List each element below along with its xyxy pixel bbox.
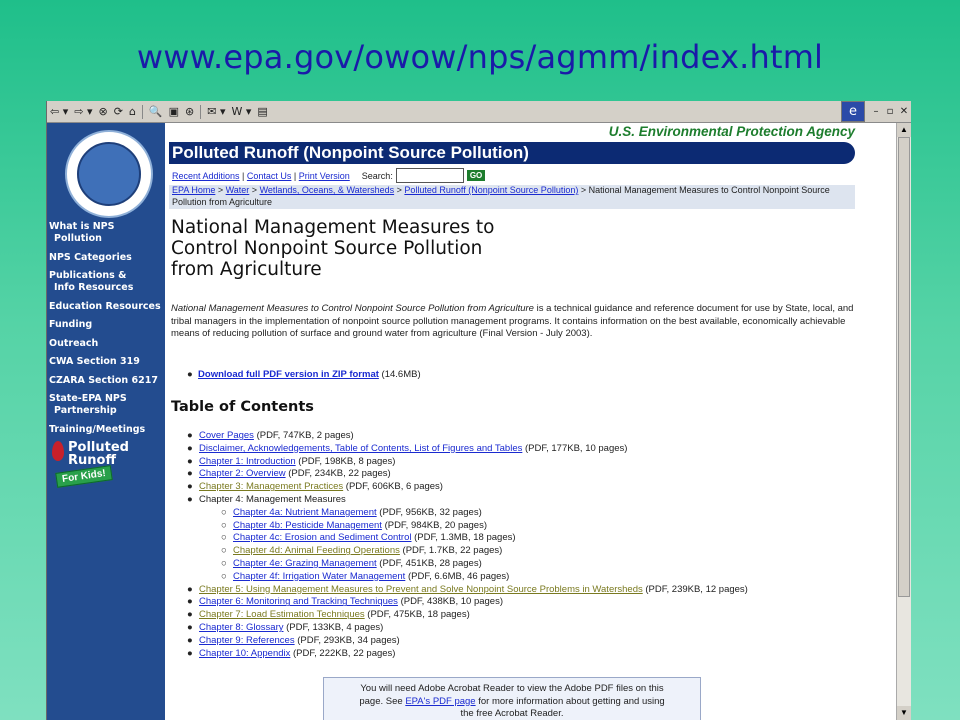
toc-link[interactable]: Chapter 2: Overview — [199, 468, 286, 480]
sidebar-item[interactable] — [49, 375, 165, 387]
browser-window — [46, 101, 911, 720]
search-label: Search: — [361, 170, 393, 181]
toc-file-meta: (PDF, 1.7KB, 22 pages) — [402, 545, 503, 557]
hollow-bullet-icon: ○ — [221, 570, 227, 582]
toc-file-meta: (PDF, 133KB, 4 pages) — [286, 621, 384, 633]
sidebar-item-label-cont: Info Resources — [54, 282, 134, 293]
toc-row — [187, 545, 867, 558]
toc-link[interactable]: Chapter 7: Load Estimation Techniques — [199, 609, 365, 621]
toc-row — [187, 456, 867, 469]
sidebar-item[interactable] — [49, 270, 165, 294]
epa-pdf-page-link[interactable]: EPA's PDF page — [405, 695, 476, 707]
toc-row — [187, 558, 867, 571]
sidebar-item-label: CZARA Section 6217 — [49, 374, 158, 386]
restore-icon[interactable]: ▫ — [886, 106, 894, 117]
toc-link[interactable]: Chapter 4e: Grazing Management — [233, 557, 377, 569]
breadcrumb-current-cont: Pollution from Agriculture — [172, 196, 273, 207]
sidebar-item-label-cont: Pollution — [54, 233, 102, 244]
breadcrumb-epa-home[interactable]: EPA Home — [172, 185, 216, 195]
breadcrumb-polluted-runoff[interactable]: Polluted Runoff (Nonpoint Source Pollution) — [404, 185, 579, 195]
sidebar-item-label: What is NPS — [49, 221, 115, 232]
sidebar-item-label: Publications & — [49, 270, 127, 281]
page-title-line1: National Management Measures to — [171, 217, 495, 238]
page-title-line2: Control Nonpoint Source Pollution — [171, 238, 483, 259]
toc-row — [187, 468, 867, 481]
sidebar-item-label: State-EPA NPS — [49, 393, 127, 404]
epa-seal-logo[interactable] — [65, 130, 153, 218]
breadcrumb-wetlands[interactable]: Wetlands, Oceans, & Watersheds — [259, 185, 395, 195]
bullet-icon: ● — [187, 609, 193, 621]
toc-link[interactable]: Cover Pages — [199, 430, 254, 441]
bullet-icon: ● — [187, 596, 193, 608]
seal-emblem — [77, 142, 141, 206]
stop-icon[interactable]: ⊗ — [98, 104, 108, 118]
toc-file-meta: (PDF, 475KB, 18 pages) — [367, 609, 470, 621]
toc-row — [187, 430, 867, 443]
scroll-down-icon[interactable]: ▼ — [897, 706, 911, 720]
link-separator: | — [291, 170, 299, 181]
toc-row — [187, 622, 867, 635]
back-icon[interactable]: ⇦ ▾ — [50, 104, 69, 118]
toc-file-meta: (PDF, 239KB, 12 pages) — [645, 583, 748, 595]
breadcrumb-current: National Management Measures to Control Nonpoint Source — [588, 185, 830, 195]
sidebar-item[interactable] — [49, 221, 165, 245]
agency-name[interactable]: U.S. Environmental Protection Agency — [608, 124, 855, 139]
intro-paragraph — [171, 303, 855, 341]
sidebar-item[interactable] — [49, 424, 165, 436]
sidebar-item-label: CWA Section 319 — [49, 356, 140, 367]
sidebar-nav — [49, 221, 165, 442]
kids-logo-line2: Runoff — [68, 453, 116, 468]
search-icon[interactable]: 🔍 — [148, 104, 163, 118]
toc-row — [187, 571, 867, 584]
toolbar-divider — [142, 105, 143, 119]
toc-row — [187, 635, 867, 648]
toc-row — [187, 520, 867, 533]
download-zip-link[interactable]: Download full PDF version in ZIP format — [198, 369, 379, 380]
toc-link[interactable]: Chapter 8: Glossary — [199, 621, 284, 633]
bullet-icon: ● — [187, 493, 193, 505]
toc-row — [187, 443, 867, 456]
intro-text: is a technical guidance and reference document for use by State, local, and tribal managers in the implementation of nonpoint source pollution management programs. It contains information on the best available, economically achievable means of reducing pollution of surface and ground water from agriculture (Final Version - July 2003). — [171, 303, 854, 339]
download-row — [187, 369, 421, 380]
sidebar-item[interactable] — [49, 338, 165, 350]
toc-link[interactable]: Chapter 9: References — [199, 634, 295, 646]
toc-file-meta: (PDF, 198KB, 8 pages) — [298, 455, 396, 467]
hollow-bullet-icon: ○ — [221, 545, 227, 557]
link-separator: | — [239, 170, 247, 181]
reader-note-post: for more information about getting and using — [475, 695, 665, 707]
minimize-icon[interactable]: – — [873, 106, 879, 117]
bullet-icon: ● — [187, 455, 193, 467]
bullet-icon: ● — [187, 621, 193, 633]
toc-file-meta: (PDF, 956KB, 32 pages) — [379, 506, 482, 518]
toc-link[interactable]: Chapter 5: Using Management Measures to Prevent and Solve Nonpoint Source Problems in Watersheds — [199, 583, 643, 595]
toc-link[interactable]: Chapter 4d: Animal Feeding Operations — [233, 545, 400, 557]
reader-note-pre: page. See — [359, 695, 406, 707]
bullet-icon: ● — [187, 583, 193, 595]
hollow-bullet-icon: ○ — [221, 506, 227, 518]
toc-file-meta: (PDF, 984KB, 20 pages) — [384, 519, 488, 531]
window-controls — [841, 101, 911, 122]
sidebar-item-label: Education Resources — [49, 300, 161, 312]
toc-row — [187, 532, 867, 545]
contact-us-link[interactable]: Contact Us — [246, 170, 292, 181]
slide-title: www.epa.gov/owow/nps/agmm/index.html — [136, 38, 824, 76]
water-drop-icon — [52, 441, 64, 461]
ie-logo-icon: e — [841, 101, 865, 122]
forward-icon[interactable]: ⇨ ▾ — [74, 104, 93, 118]
discuss-icon[interactable]: ▤ — [257, 104, 268, 118]
sidebar-item[interactable] — [49, 356, 165, 368]
breadcrumb-water[interactable]: Water — [225, 185, 250, 195]
toc-file-meta: (PDF, 606KB, 6 pages) — [345, 481, 443, 493]
breadcrumb: EPA Home > Water > Wetlands, Oceans, & Watersheds > Polluted Runoff (Nonpoint Source Pollution) > National Management Measures to Control Nonpoint Source Pollution from Agriculture — [169, 185, 855, 209]
search-input[interactable] — [396, 168, 464, 183]
toc-link[interactable]: Chapter 4f: Irrigation Water Management — [233, 570, 406, 582]
intro-doc-title: National Management Measures to Control Nonpoint Source Pollution from Agriculture — [171, 303, 534, 314]
sidebar-item[interactable] — [49, 301, 165, 313]
toc-row — [187, 507, 867, 520]
bullet-icon: ● — [187, 442, 193, 454]
sidebar-item-label-cont: Partnership — [54, 405, 117, 416]
scroll-thumb[interactable] — [898, 137, 910, 597]
toc-file-meta: (PDF, 6.6MB, 46 pages) — [407, 570, 510, 582]
page-title — [171, 217, 611, 280]
page-title-line3: from Agriculture — [171, 259, 322, 280]
browser-toolbar — [47, 101, 911, 123]
go-button[interactable]: GO — [467, 170, 485, 181]
hollow-bullet-icon: ○ — [221, 519, 227, 531]
toc-file-meta: (PDF, 177KB, 10 pages) — [525, 442, 628, 454]
download-size: (14.6MB) — [381, 369, 421, 380]
toc-row — [187, 596, 867, 609]
toc-file-meta: (PDF, 234KB, 22 pages) — [288, 468, 391, 480]
toc-link[interactable]: Chapter 4a: Nutrient Management — [233, 506, 377, 518]
edit-icon[interactable]: W ▾ — [231, 104, 252, 118]
toc-link[interactable]: Chapter 4c: Erosion and Sediment Control — [233, 532, 412, 544]
sidebar-item-label: NPS Categories — [49, 251, 132, 263]
reader-note-line3: the free Acrobat Reader. — [460, 708, 564, 719]
toolbar-divider — [200, 105, 201, 119]
toc-row — [187, 494, 867, 507]
bullet-icon: ● — [187, 430, 193, 441]
mail-icon[interactable]: ✉ ▾ — [207, 104, 226, 118]
bullet-icon: ● — [187, 369, 199, 380]
recent-additions-link[interactable]: Recent Additions — [172, 170, 240, 181]
vertical-scrollbar[interactable] — [896, 123, 911, 720]
sidebar — [47, 123, 165, 720]
toc-file-meta: (PDF, 293KB, 34 pages) — [297, 634, 400, 646]
toc-label: Chapter 4: Management Measures — [199, 493, 346, 505]
toc-row — [187, 481, 867, 494]
toc-link[interactable]: Chapter 4b: Pesticide Management — [233, 519, 382, 531]
hollow-bullet-icon: ○ — [221, 532, 227, 544]
toc-file-meta: (PDF, 451KB, 28 pages) — [379, 557, 482, 569]
toc-row — [187, 584, 867, 597]
sidebar-item-label: Training/Meetings — [49, 423, 146, 435]
toc-row — [187, 609, 867, 622]
toc-link[interactable]: Disclaimer, Acknowledgements, Table of Contents, List of Figures and Tables — [199, 442, 523, 454]
sidebar-item[interactable] — [49, 319, 165, 331]
toc-row — [187, 648, 867, 661]
page-banner: Polluted Runoff (Nonpoint Source Pollution) — [169, 142, 855, 164]
toc-heading: Table of Contents — [171, 399, 314, 415]
scroll-up-icon[interactable]: ▲ — [897, 123, 911, 137]
sidebar-item-label: Funding — [49, 319, 93, 330]
kids-logo-line1: Polluted — [68, 440, 129, 455]
refresh-icon[interactable]: ⟳ — [113, 104, 123, 118]
polluted-runoff-kids-logo[interactable] — [52, 441, 136, 496]
hollow-bullet-icon: ○ — [221, 557, 227, 569]
toc-file-meta: (PDF, 222KB, 22 pages) — [293, 647, 396, 659]
sidebar-item[interactable] — [49, 252, 165, 264]
quick-links — [172, 168, 485, 183]
favorites-icon[interactable]: ▣ — [168, 104, 180, 118]
toc-file-meta: (PDF, 747KB, 2 pages) — [256, 430, 354, 441]
kids-logo-badge: For Kids! — [55, 465, 112, 488]
toc-file-meta: (PDF, 438KB, 10 pages) — [400, 596, 504, 608]
sidebar-item-label: Outreach — [49, 337, 99, 349]
sidebar-item[interactable] — [49, 393, 165, 417]
bullet-icon: ● — [187, 481, 193, 493]
toc-link[interactable]: Chapter 3: Management Practices — [199, 481, 344, 493]
toc-link[interactable]: Chapter 6: Monitoring and Tracking Techniques — [199, 596, 398, 608]
table-of-contents — [187, 430, 867, 660]
bullet-icon: ● — [187, 468, 193, 480]
bullet-icon: ● — [187, 647, 193, 659]
bullet-icon: ● — [187, 634, 193, 646]
toc-link[interactable]: Chapter 1: Introduction — [199, 455, 296, 467]
acrobat-reader-note — [323, 677, 701, 720]
print-version-link[interactable]: Print Version — [298, 170, 350, 181]
reader-note-line1: You will need Adobe Acrobat Reader to view the Adobe PDF files on this — [360, 683, 664, 694]
close-icon[interactable]: ✕ — [899, 106, 909, 117]
toc-link[interactable]: Chapter 10: Appendix — [199, 647, 291, 659]
history-icon[interactable]: ⊛ — [185, 104, 195, 118]
toc-file-meta: (PDF, 1.3MB, 18 pages) — [414, 532, 516, 544]
home-icon[interactable]: ⌂ — [128, 104, 136, 118]
